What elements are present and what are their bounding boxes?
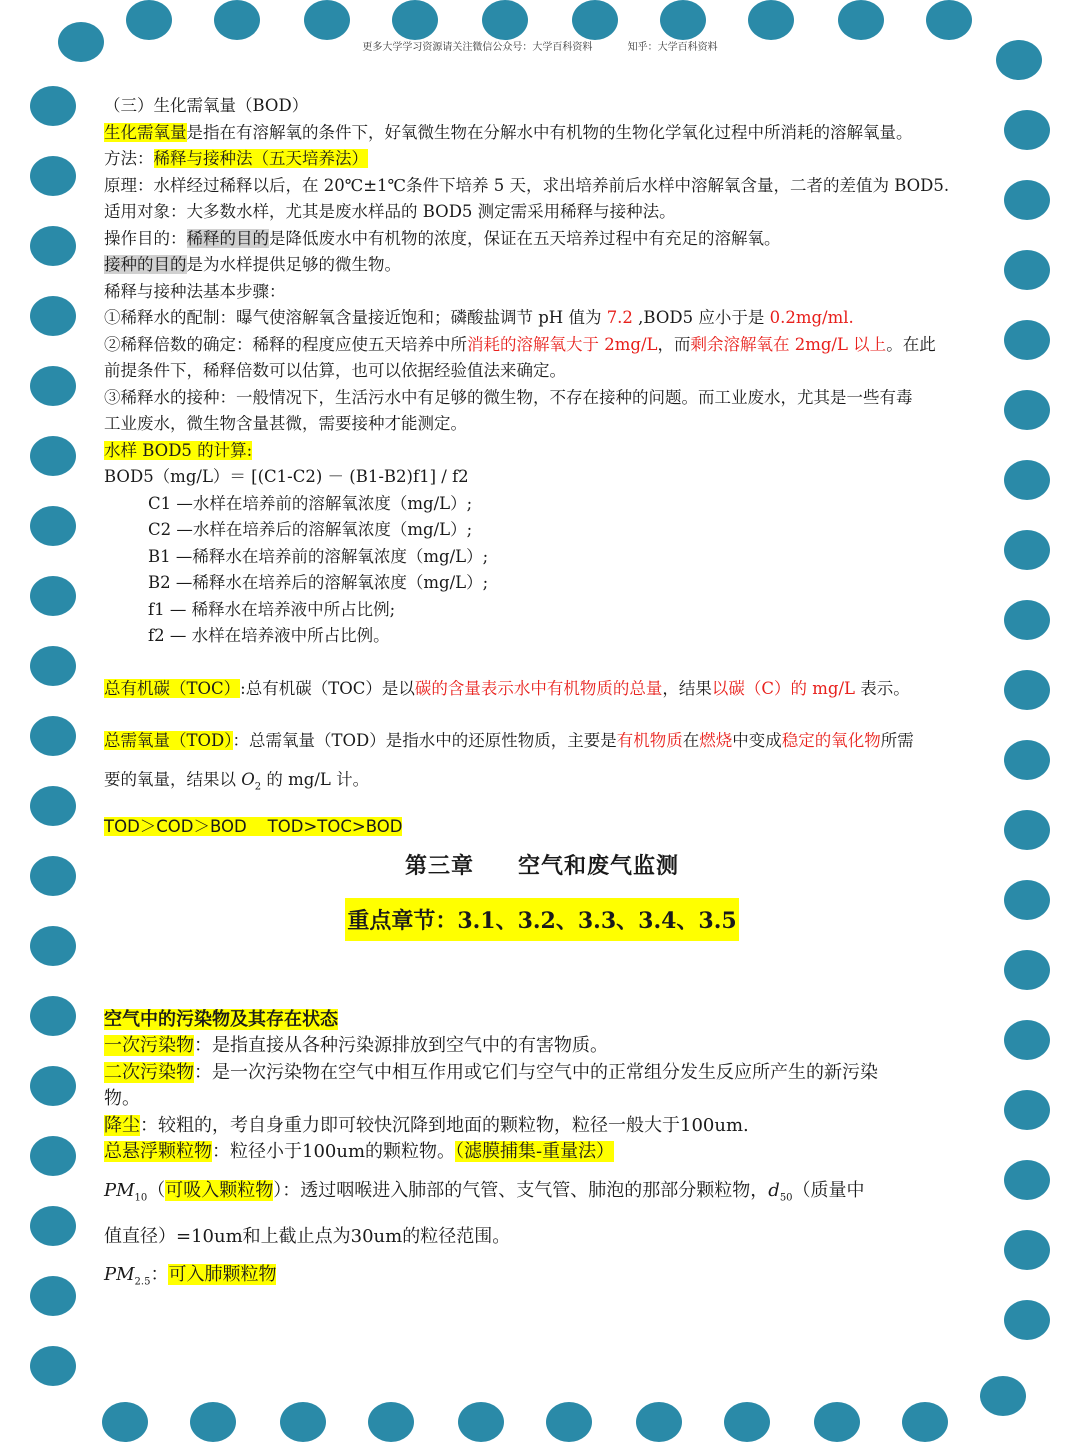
step2-text2: ，而 (657, 334, 691, 354)
steps-title: 稀释与接种法基本步骤： (104, 281, 286, 301)
step2-red1: 消耗的溶解氧大于 2mg/L (467, 334, 658, 354)
primary-term: 一次污染物 (104, 1035, 194, 1057)
inoc-term: 接种的目的 (104, 255, 187, 274)
border-dot (724, 1402, 770, 1442)
calc-title (104, 438, 980, 465)
chapter-title (104, 849, 980, 880)
border-dot (1004, 810, 1050, 850)
border-dot (30, 996, 76, 1036)
pm10-cont: 值直径）=10um和上截止点为30um的粒径范围。 (104, 1225, 511, 1247)
border-dot (1004, 950, 1050, 990)
border-dot (1004, 110, 1050, 150)
bod-purpose (104, 226, 980, 253)
tod-text4: 所需 (880, 731, 914, 750)
step2-text: ②稀释倍数的确定：稀释的程度应使五天培养中所 (104, 334, 467, 354)
pm25-term: 可入肺颗粒物 (168, 1264, 277, 1286)
border-dot (636, 1402, 682, 1442)
pm25 (104, 1262, 980, 1296)
secondary-text: ：是一次污染物在空气中相互作用或它们与空气中的正常组分发生反应所产生的新污染 (194, 1061, 878, 1083)
border-dot (660, 0, 706, 40)
bod-definition (104, 120, 980, 147)
border-dot (838, 0, 884, 40)
border-dot (1004, 530, 1050, 570)
border-dot (30, 1206, 76, 1246)
bod-applicable: 适用对象：大多数水样，尤其是废水样品的 BOD5 测定需采用稀释与接种法。 (104, 202, 676, 221)
step1-text: ①稀释水的配制：曝气使溶解氧含量接近饱和；磷酸盐调节 pH 值为 (104, 308, 607, 327)
o2-subscript: 2 (254, 780, 262, 792)
step-3: ③稀释水的接种：一般情况下，生活污水中有足够的微生物，不存在接种的问题。而工业废水，尤其是一些有毒 (104, 387, 913, 407)
border-dot (30, 1066, 76, 1106)
tod-term: 总需氧量（TOD） (104, 731, 233, 750)
border-dot (1004, 880, 1050, 920)
tod-red3: 稳定的氧化物 (781, 731, 881, 750)
pm10 (104, 1178, 980, 1212)
border-dot (30, 156, 76, 196)
step-3-cont: 工业废水，微生物含量甚微，需要接种才能测定。 (104, 414, 467, 433)
border-dot (1004, 320, 1050, 360)
tod-text: ：总需氧量（TOD）是指水中的还原性物质，主要是 (232, 731, 617, 750)
pm10-symbol: PM (104, 1179, 135, 1201)
formula-var: f1 — 稀释水在培养液中所占比例; (148, 599, 396, 619)
document-body (104, 93, 980, 1296)
bod-inoculation (104, 252, 980, 279)
tsp-term: 总悬浮颗粒物 (104, 1141, 212, 1163)
d50-symbol: d (768, 1179, 780, 1201)
bod-formula: BOD5（mg/L）＝ [(C1-C2) － (B1-B2)f1] / f2 (104, 467, 469, 486)
step2-red2: 剩余溶解氧在 2mg/L 以上 (690, 334, 887, 354)
pm25-symbol: PM (104, 1264, 135, 1286)
formula-var: B1 —稀释水在培养前的溶解氧浓度（mg/L）; (148, 546, 489, 566)
border-dot (30, 786, 76, 826)
key-sections (104, 898, 980, 941)
bod-def-text: 是指在有溶解氧的条件下，好氧微生物在分解水中有机物的生物化学氧化过程中所消耗的溶解氧量。 (186, 122, 913, 142)
border-dot (814, 1402, 860, 1442)
border-dot (902, 1402, 948, 1442)
oxygen-demand-comparison (104, 814, 980, 841)
tsp (104, 1139, 980, 1166)
tod-definition (104, 728, 980, 755)
page-header (0, 38, 1080, 53)
purpose-text: 是降低废水中有机物的浓度，保证在五天培养过程中有充足的溶解氧。 (269, 228, 781, 248)
border-dot (30, 716, 76, 756)
formula-var: B2 —稀释水在培养后的溶解氧浓度（mg/L）; (148, 573, 489, 592)
step-2-cont: 前提条件下，稀释倍数可以估算，也可以依据经验值法来确定。 (104, 361, 566, 380)
border-dot (30, 576, 76, 616)
border-dot (546, 1402, 592, 1442)
purpose-term: 稀释的目的 (186, 228, 269, 248)
pm25-subscript: 2.5 (134, 1276, 151, 1288)
bod-principle: 原理：水样经过稀释以后，在 20℃±1℃条件下培养 5 天，求出培养前后水样中溶解氧含量，二者的差值为 BOD5. (104, 175, 950, 195)
toc-text: :总有机碳（TOC）是以 (240, 678, 415, 698)
border-dot (30, 366, 76, 406)
header-wechat-note: 更多大学学习资源请关注微信公众号：大学百科资料 (362, 42, 593, 53)
calc-title-text: 水样 BOD5 的计算: (104, 440, 253, 460)
bod-method (104, 146, 980, 173)
border-dot (30, 436, 76, 476)
border-dot (190, 1402, 236, 1442)
secondary-pollutant (104, 1060, 980, 1087)
dust-text: ：较粗的，考自身重力即可较快沉降到地面的颗粒物，粒径一般大于100um. (140, 1114, 749, 1136)
tsp-method: （滤膜捕集-重量法） (455, 1141, 615, 1163)
border-dot (1004, 250, 1050, 290)
border-dot (30, 1276, 76, 1316)
border-dot (392, 0, 438, 40)
bod-def-term: 生化需氧量 (104, 122, 187, 142)
inoc-text: 是为水样提供足够的微生物。 (186, 255, 401, 274)
toc-text2: ，结果 (662, 678, 712, 698)
dust-term: 降尘 (104, 1114, 140, 1136)
border-dot (102, 1402, 148, 1442)
border-dot (1004, 670, 1050, 710)
toc-red2: 以碳（C）的 mg/L (711, 678, 855, 698)
border-dot (30, 86, 76, 126)
air-heading (104, 1007, 980, 1034)
step-2 (104, 332, 980, 359)
border-dot (572, 0, 618, 40)
border-dot (458, 1402, 504, 1442)
tod-line2-text2: 的 mg/L 计。 (261, 769, 370, 789)
pm25-colon: ： (150, 1264, 169, 1286)
border-dot (1004, 1230, 1050, 1270)
step-1 (104, 305, 980, 332)
border-dot (926, 0, 972, 40)
chapter-name: 空气和废气监测 (518, 852, 680, 879)
tod-red1: 有机物质 (616, 731, 683, 750)
border-dot (1004, 1300, 1050, 1340)
toc-text3: 表示。 (855, 678, 910, 698)
border-dot (1004, 600, 1050, 640)
border-dot (30, 1346, 76, 1386)
step1-value: 0.2mg/ml. (769, 308, 854, 327)
pm10-paren: （ (147, 1179, 166, 1201)
pm10-text: ）：透过咽喉进入肺部的气管、支气管、肺泡的那部分颗粒物， (273, 1179, 769, 1201)
border-dot (30, 226, 76, 266)
pm10-subscript: 10 (134, 1192, 148, 1204)
border-dot (1004, 180, 1050, 220)
border-dot (1004, 1090, 1050, 1130)
secondary-term: 二次污染物 (104, 1061, 194, 1083)
tod-text2: 在 (682, 731, 700, 750)
step1-text2: ,BOD5 应小于是 (632, 308, 770, 327)
border-dot (482, 0, 528, 40)
border-dot (304, 0, 350, 40)
d50-subscript: 50 (779, 1192, 793, 1204)
tod-red2: 燃烧 (699, 731, 733, 750)
o2-symbol: O (241, 769, 255, 789)
toc-definition (104, 676, 980, 703)
toc-red1: 碳的含量表示水中有机物质的总量 (414, 678, 663, 698)
border-dot (30, 856, 76, 896)
border-dot (30, 1136, 76, 1176)
key-sections-text: 重点章节：3.1、3.2、3.3、3.4、3.5 (345, 898, 738, 941)
border-dot (1004, 390, 1050, 430)
bod-heading: （三）生化需氧量（BOD） (104, 96, 309, 115)
step1-ph: 7.2 (606, 308, 633, 327)
formula-var: C1 —水样在培养前的溶解氧浓度（mg/L）; (148, 493, 473, 513)
primary-text: ：是指直接从各种污染源排放到空气中的有害物质。 (194, 1035, 608, 1057)
method-label: 方法： (104, 149, 154, 168)
border-dot (214, 0, 260, 40)
border-dot (30, 926, 76, 966)
border-dot (126, 0, 172, 40)
air-heading-text: 空气中的污染物及其存在状态 (104, 1008, 338, 1030)
step2-text3: 。在此 (886, 334, 936, 354)
border-dot (748, 0, 794, 40)
border-dot (30, 296, 76, 336)
border-dot (280, 1402, 326, 1442)
purpose-label: 操作目的： (104, 228, 187, 248)
comparison-text: TOD＞COD＞BOD TOD>TOC>BOD (104, 817, 403, 837)
border-dot (368, 1402, 414, 1442)
tod-definition-cont (104, 767, 980, 801)
pm10-term: 可吸入颗粒物 (165, 1179, 274, 1201)
border-dot (30, 506, 76, 546)
border-dot (1004, 740, 1050, 780)
secondary-pollutant-cont: 物。 (104, 1088, 140, 1110)
border-dot (1004, 460, 1050, 500)
header-zhihu-note: 知乎：大学百科资料 (627, 42, 718, 53)
dustfall (104, 1113, 980, 1140)
tod-text3: 中变成 (732, 731, 782, 750)
border-dot (30, 646, 76, 686)
border-dot (980, 1376, 1026, 1416)
primary-pollutant (104, 1033, 980, 1060)
chapter-number: 第三章 (404, 852, 474, 879)
formula-var: f2 — 水样在培养液中所占比例。 (148, 626, 390, 645)
border-dot (1004, 1160, 1050, 1200)
tsp-text: ：粒径小于100um的颗粒物。 (212, 1141, 456, 1163)
border-dot (1004, 1020, 1050, 1060)
formula-var: C2 —水样在培养后的溶解氧浓度（mg/L）; (148, 520, 473, 539)
toc-term: 总有机碳（TOC） (104, 678, 241, 698)
pm10-text2: （质量中 (792, 1179, 865, 1201)
method-value: 稀释与接种法（五天培养法） (153, 149, 368, 168)
tod-line2-text: 要的氧量，结果以 (104, 769, 242, 789)
